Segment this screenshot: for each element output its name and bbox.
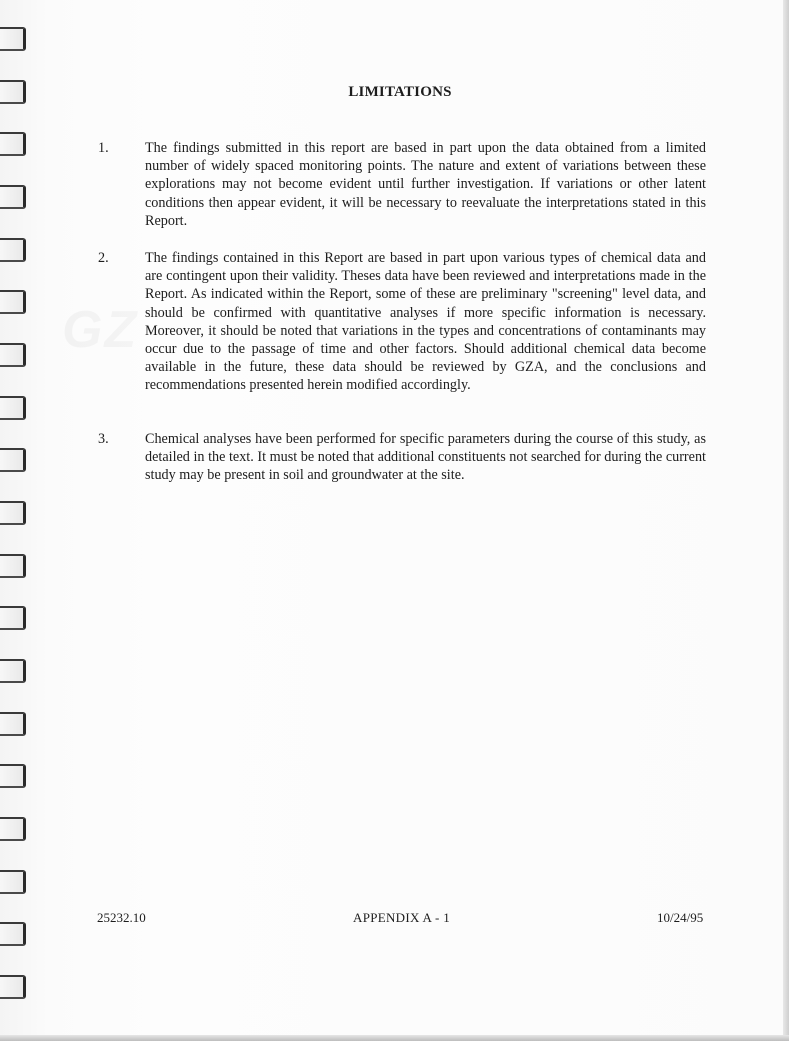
item-number: 3. — [98, 431, 109, 447]
binding-ring — [0, 817, 26, 841]
limitation-item-2 — [98, 249, 706, 395]
spiral-binding — [0, 0, 34, 1041]
binding-ring — [0, 606, 26, 630]
item-number: 2. — [98, 250, 109, 266]
item-text: Chemical analyses have been performed for specific parameters during the course of this study, as detailed in the text. It must be noted that additional constituents not searched for during the current study may be present in soil and groundwater at the site. — [145, 431, 706, 484]
binding-ring — [0, 659, 26, 683]
footer-page-label: APPENDIX A - 1 — [353, 910, 451, 925]
binding-ring — [0, 922, 26, 946]
binding-ring — [0, 554, 26, 578]
item-text: The findings submitted in this report are based in part upon the data obtained from a limited number of widely spaced monitoring points. The nature and extent of variations between these explorations may not become evident until further investigation. If variations or other latent conditions then appear evident, it will be necessary to reevaluate the interpretations stated in this Report. — [145, 140, 706, 229]
binding-ring — [0, 448, 26, 472]
footer-date: 10/24/95 — [657, 910, 704, 925]
page-title: LIMITATIONS — [348, 84, 452, 100]
binding-ring — [0, 712, 26, 736]
binding-ring — [0, 764, 26, 788]
scan-edge-right — [783, 0, 789, 1041]
binding-ring — [0, 132, 26, 156]
item-number: 1. — [98, 140, 109, 156]
binding-ring — [0, 343, 26, 367]
binding-ring — [0, 975, 26, 999]
limitation-item-1 — [98, 139, 706, 230]
scan-edge-bottom — [0, 1035, 789, 1041]
binding-ring — [0, 870, 26, 894]
binding-ring — [0, 185, 26, 209]
limitation-item-3 — [98, 430, 706, 485]
item-text: The findings contained in this Report are based in part upon various types of chemical data and are contingent upon their validity. Theses data have been reviewed and interpretations made in the Report. As indicated within the Report, some of these are preliminary "screening" level data, and should be confirmed with quantitative analyses if more specific information is necessary. Moreover, it should be noted that variations in the types and concentrations of contaminants may occur due to the passage of time and other factors. Should additional chemical data become available in the future, these data should be reviewed by GZA, and the conclusions and recommendations presented herein modified accordingly. — [145, 250, 706, 394]
binding-ring — [0, 238, 26, 262]
footer-project-number: 25232.10 — [97, 910, 146, 925]
binding-ring — [0, 27, 26, 51]
binding-ring — [0, 290, 26, 314]
binding-ring — [0, 396, 26, 420]
binding-ring — [0, 501, 26, 525]
